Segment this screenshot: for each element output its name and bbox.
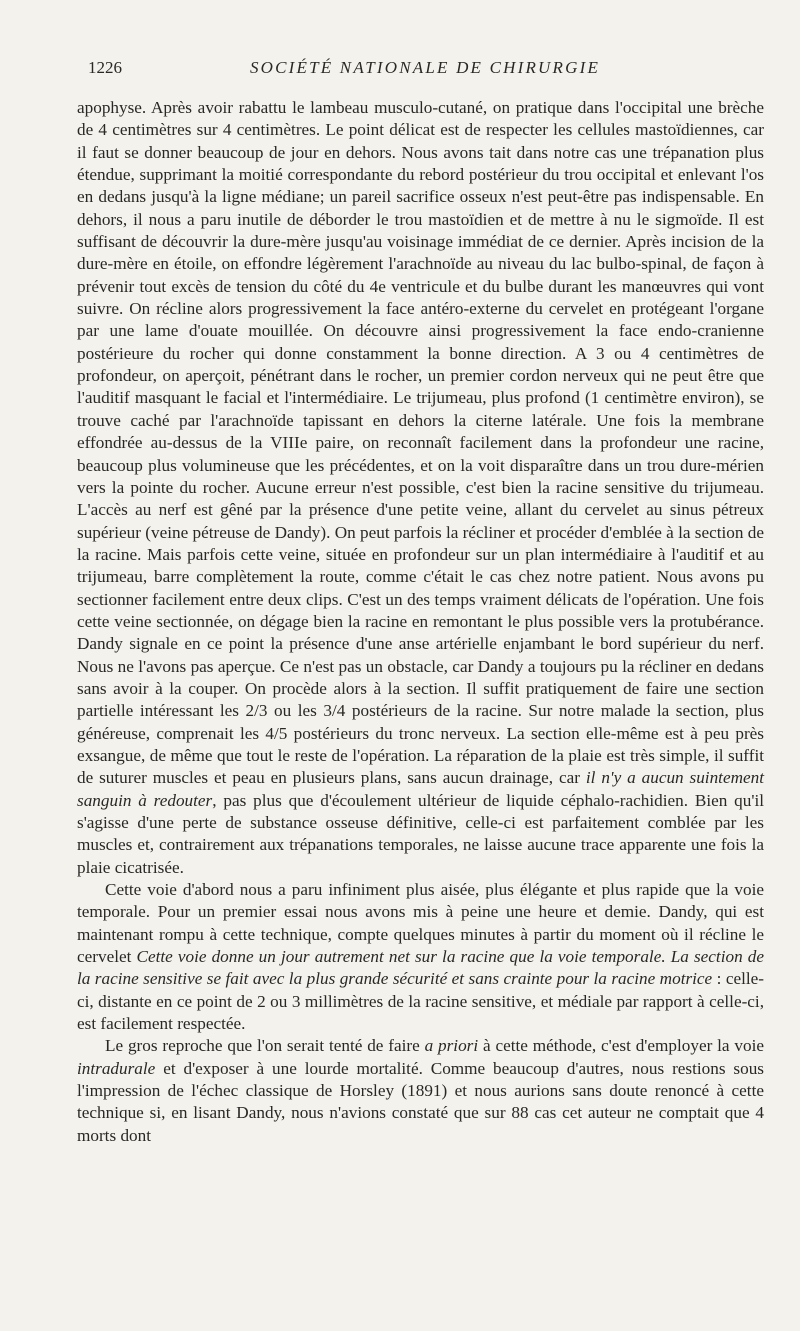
paragraph-1 [77, 97, 764, 879]
text-run: Cette voie d'abord nous a paru infiniment plus aisée, plus élégante et plus rapide que la voie temporale. Pour un premier essai nous avons mis à peine une heure et demie. Dandy, qui est maintenant rompu à cette technique, compte quelques minutes à partir du moment où il récline le cervelet [77, 880, 764, 967]
paragraph-2 [77, 879, 764, 1035]
text-run: apophyse. Après avoir rabattu le lambeau musculo-cutané, on pratique dans l'occipital une brèche de 4 centimètres sur 4 centimètres. Le point délicat est de respecter les cellules mastoïdiennes, car il faut se donner beaucoup de jour en dehors. Nous avons tait dans notre cas une trépanation plus étendue, supprimant la moitié correspondante du rebord postérieur du trou occipital et enlevant l'os en dedans jusqu'à la ligne médiane; un pareil sacrifice osseux n'est peut-être pas indispensable. En dehors, il nous a paru inutile de déborder le trou mastoïdien et de mettre à nu le sigmoïde. Il est suffisant de découvrir la dure-mère jusqu'au voisinage immédiat de ce dernier. Après incision de la dure-mère en étoile, on effondre légèrement l'arachnoïde au niveau du lac bulbo-spinal, de façon à prévenir tout excès de tension du côté du 4e ventricule et du bulbe durant les manœuvres qui vont suivre. On récline alors progressivement la face antéro-externe du cervelet en protégeant l'organe par une lame d'ouate mouillée. On découvre ainsi progressivement la face endo-cranienne postérieure du rocher qui donne constamment la bonne direction. A 3 ou 4 centimètres de profondeur, on aperçoit, pénétrant dans le rocher, un premier cordon nerveux qui ne peut être que l'auditif masquant le facial et l'intermédiaire. Le trijumeau, plus profond (1 centimètre environ), se trouve caché par l'arachnoïde tapissant en dehors la citerne latérale. Une fois la membrane effondrée au-dessus de la VIIIe paire, on reconnaît facilement dans la profondeur une racine, beaucoup plus volumineuse que les précédentes, et on la voit disparaître dans un trou dure-mérien vers la pointe du rocher. Aucune erreur n'est possible, c'est bien la racine sensitive du trijumeau. L'accès au nerf est gêné par la présence d'une petite veine, allant du cervelet au sinus pétreux supérieur (veine pétreuse de Dandy). On peut parfois la récliner et procéder d'emblée à la section de la racine. Mais parfois cette veine, située en profondeur sur un plan intermédiaire à l'auditif et au trijumeau, barre complètement la route, comme c'était le cas chez notre patient. Nous avons pu sectionner facilement entre deux clips. C'est un des temps vraiment délicats de l'opération. Une fois cette veine sectionnée, on dégage bien la racine en remontant le plus possible vers la protubérance. Dandy signale en ce point la présence d'une anse artérielle enjambant le bord supérieur du nerf. Nous ne l'avons pas aperçue. Ce n'est pas un obstacle, car Dandy a toujours pu la récliner en dedans sans avoir à la couper. On procède alors à la section. Il suffit pratiquement de faire une section partielle intéressant les 2/3 ou les 3/4 postérieurs de la racine. Sur notre malade la section, plus généreuse, comprenait les 4/5 postérieurs du tronc nerveux. La section elle-même est à peu près exsangue, de même que tout le reste de l'opération. La réparation de la plaie est très simple, il suffit de suturer muscles et peau en plusieurs plans, sans aucun drainage, car [77, 98, 764, 788]
text-run: : celle-ci, distante en ce point de 2 ou 3 millimètres de la racine sensitive, et médiale par rapport à celle-ci, est facilement respectée. [77, 969, 764, 1034]
text-run: à cette méthode, c'est d'employer la voie [478, 1036, 764, 1056]
italic-run: intradurale [77, 1058, 156, 1078]
text-run: , pas plus que d'écoulement ultérieur de liquide céphalo-rachidien. Bien qu'il s'agisse d'une perte de substance osseuse définitive, celle-ci est parfaitement comblée par les muscles et, contrairement aux trépanations temporales, ne laisse aucune trace apparente une fois la plaie cicatrisée. [77, 790, 764, 877]
running-head [88, 58, 762, 84]
text-run: et d'exposer à une lourde mortalité. Comme beaucoup d'autres, nous restions sous l'impression de l'échec classique de Horsley (1891) et nous aurions sans doute renoncé à cette technique si, en lisant Dandy, nous n'avions constaté que sur 88 cas cet auteur ne comptait que 4 morts dont [77, 1058, 764, 1145]
body-text [77, 97, 764, 1147]
text-run: Le gros reproche que l'on serait tenté de faire [105, 1036, 425, 1056]
italic-run: a priori [424, 1036, 479, 1056]
paragraph-3 [77, 1035, 764, 1147]
italic-run: Cette voie donne un jour autrement net sur la racine que la voie temporale. La section de la racine sensitive se fait avec la plus grande sécurité et sans crainte pour la racine motrice [77, 947, 764, 989]
page-number: 1226 [88, 58, 122, 77]
italic-run: il n'y a aucun suintement sanguin à redouter [77, 768, 764, 810]
journal-title: SOCIÉTÉ NATIONALE DE CHIRURGIE [249, 58, 601, 77]
